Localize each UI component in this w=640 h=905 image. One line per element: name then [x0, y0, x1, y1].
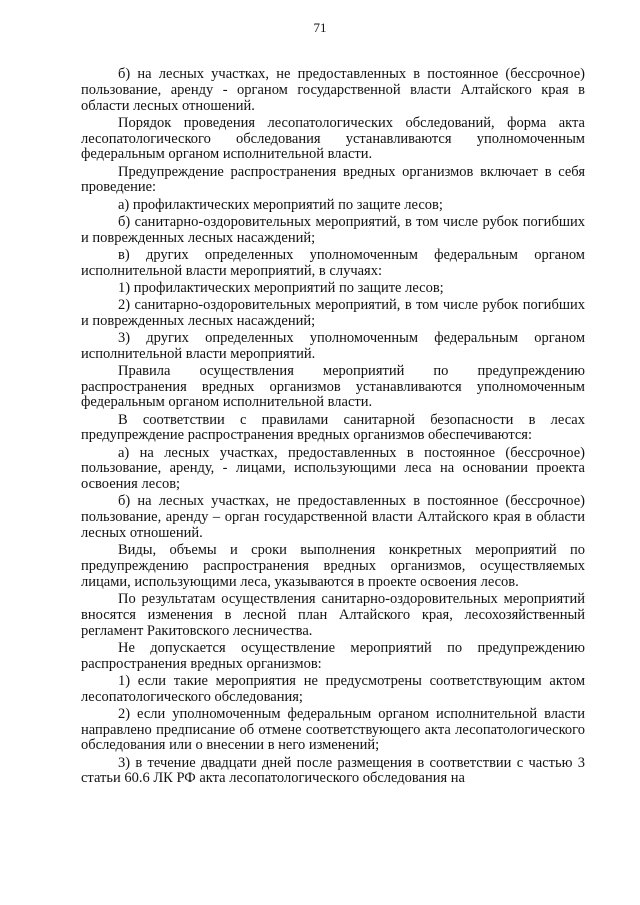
- list-item: а) на лесных участках, предоставленных в постоянное (бессрочное) пользование, аренду, - лицами, использующими леса на основании проекта освоения лесов;: [81, 444, 585, 493]
- list-item: 3) других определенных уполномоченным федеральным органом исполнительной власти мероприятий.: [81, 329, 585, 362]
- paragraph: Порядок проведения лесопатологических обследований, форма акта лесопатологического обследования устанавливаются уполномоченным федеральным органом исполнительной власти.: [81, 114, 585, 163]
- list-item: б) на лесных участках, не предоставленных в постоянное (бессрочное) пользование, аренду – орган государственной власти Алтайского края в области лесных отношений.: [81, 493, 585, 541]
- paragraph: По результатам осуществления санитарно-оздоровительных мероприятий вносятся изменения в лесной план Алтайского края, лесохозяйственный регламент Ракитовского лесничества.: [81, 590, 585, 639]
- list-item: 1) если такие мероприятия не предусмотрены соответствующим актом лесопатологического обследования;: [81, 672, 585, 705]
- list-item: а) профилактических мероприятий по защите лесов;: [118, 196, 443, 213]
- list-item: б) санитарно-оздоровительных мероприятий, в том числе рубок погибших и поврежденных лесных насаждений;: [81, 213, 585, 246]
- list-item: 2) если уполномоченным федеральным органом исполнительной власти направлено предписание об отмене соответствующего акта лесопатологического обследования или о внесении в него изменений;: [81, 705, 585, 754]
- paragraph: б) на лесных участках, не предоставленных в постоянное (бессрочное) пользование, аренду - органом государственной власти Алтайского края в области лесных отношений.: [81, 66, 585, 114]
- list-item: в) других определенных уполномоченным федеральным органом исполнительной власти мероприятий, в случаях:: [81, 246, 585, 279]
- paragraph: Не допускается осуществление мероприятий по предупреждению распространения вредных организмов:: [81, 639, 585, 672]
- document-body: [81, 67, 585, 788]
- list-item: 2) санитарно-оздоровительных мероприятий, в том числе рубок погибших и поврежденных лесных насаждений;: [81, 296, 585, 329]
- list-item: 3) в течение двадцати дней после размещения в соответствии с частью 3 статьи 60.6 ЛК РФ акта лесопатологического обследования на: [81, 754, 585, 787]
- paragraph: В соответствии с правилами санитарной безопасности в лесах предупреждение распространения вредных организмов обеспечиваются:: [81, 411, 585, 444]
- paragraph: Правила осуществления мероприятий по предупреждению распространения вредных организмов устанавливаются уполномоченным федеральным органом исполнительной власти.: [81, 362, 585, 411]
- paragraph: Предупреждение распространения вредных организмов включает в себя проведение:: [81, 163, 585, 196]
- list-item: 1) профилактических мероприятий по защите лесов;: [118, 279, 444, 296]
- paragraph: Виды, объемы и сроки выполнения конкретных мероприятий по предупреждению распространения вредных организмов, осуществляемых лицами, использующими леса, указываются в проекте освоения лесов.: [81, 542, 585, 590]
- page-number: 71: [313, 20, 327, 35]
